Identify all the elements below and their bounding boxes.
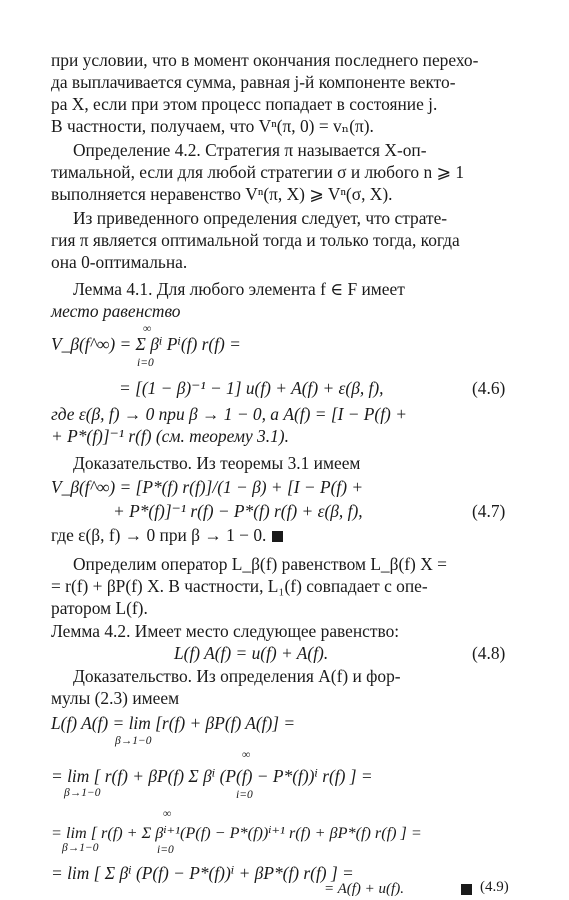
eq49-line-5: = A(f) + u(f).	[324, 881, 404, 897]
after47-line	[51, 524, 283, 546]
after47-text: где ε(β, f) → 0 при β → 1 − 0.	[51, 525, 267, 545]
eq46-sum-top: ∞	[143, 323, 152, 335]
eq47-number: (4.7)	[472, 501, 506, 521]
eq49-number: (4.9)	[480, 879, 509, 895]
definition-heading: Определение 4.2. Стратегия π называется X-оп-	[73, 140, 427, 160]
text-line-2: да выплачивается сумма, равная j-й компоненте векто-	[51, 72, 456, 92]
lemma-4-1-heading: Лемма 4.1. Для любого элемента f ∈ F имеет	[73, 279, 405, 299]
proof-2-line-1: Доказательство. Из определения A(f) и фор-	[73, 666, 401, 686]
operator-line-2: = r(f) + βP(f) X. В частности, L₁(f) совпадает с опе-	[51, 576, 428, 596]
eq46-number: (4.6)	[472, 378, 506, 398]
eq49-line-3: = lim [ r(f) + Σ βⁱ⁺¹(P(f) − P*(f))ⁱ⁺¹ r(f) + βP*(f) r(f) ] =	[51, 824, 422, 842]
eq49-sum-top-1: ∞	[242, 749, 251, 761]
operator-line-1: Определим оператор L_β(f) равенством L_β(f) X =	[73, 554, 447, 574]
qed-icon	[272, 531, 283, 542]
text-line-10: она 0-оптимальна.	[51, 252, 188, 272]
eq49-lim-sub-2: β→1−0	[64, 787, 101, 799]
text-line-8: Из приведенного определения следует, что страте-	[73, 208, 448, 228]
eq47-line-2: + P*(f)]⁻¹ r(f) − P*(f) r(f) + ε(β, f),	[113, 501, 363, 521]
operator-line-3: ратором L(f).	[51, 598, 148, 618]
eq49-sum-bottom-2: i=0	[157, 844, 174, 856]
text-line-3: ра X, если при этом процесс попадает в состояние j.	[51, 94, 438, 114]
eq48-number: (4.8)	[472, 643, 506, 663]
qed-icon-2	[461, 884, 472, 895]
eq46-line-2: = [(1 − β)⁻¹ − 1] u(f) + A(f) + ε(β, f),	[119, 378, 384, 398]
text-line-6: тимальной, если для любой стратегии σ и любого n ⩾ 1	[51, 162, 465, 182]
lemma-4-1-cont: место равенство	[51, 301, 181, 321]
eq49-lim-sub-3: β→1−0	[62, 842, 99, 854]
after46-line-2: + P*(f)]⁻¹ r(f) (см. теорему 3.1).	[51, 426, 289, 446]
eq46-sum-bottom: i=0	[137, 357, 154, 369]
eq49-line-1: L(f) A(f) = lim [r(f) + βP(f) A(f)] =	[51, 713, 296, 733]
text-line-4: В частности, получаем, что Vⁿ(π, 0) = vₙ(π).	[51, 116, 374, 136]
lemma-4-2-heading: Лемма 4.2. Имеет место следующее равенство:	[51, 621, 400, 641]
eq47-line-1: V_β(f^∞) = [P*(f) r(f)]/(1 − β) + [I − P(f) +	[51, 477, 364, 497]
eq49-sum-top-2: ∞	[163, 808, 172, 820]
eq48-body: L(f) A(f) = u(f) + A(f).	[174, 643, 329, 663]
text-line-7: выполняется неравенство Vⁿ(π, X) ⩾ Vⁿ(σ, X).	[51, 184, 393, 204]
text-line-9: гия π является оптимальной тогда и только тогда, когда	[51, 230, 460, 250]
eq46-line-1: V_β(f^∞) = Σ βⁱ Pⁱ(f) r(f) =	[51, 334, 241, 354]
proof-1-heading: Доказательство. Из теоремы 3.1 имеем	[73, 453, 361, 473]
eq49-line-2: = lim [ r(f) + βP(f) Σ βⁱ (P(f) − P*(f))ⁱ r(f) ] =	[51, 766, 373, 786]
eq49-line-4: = lim [ Σ βⁱ (P(f) − P*(f))ⁱ + βP*(f) r(f) ] =	[51, 863, 354, 883]
text-line-1: при условии, что в момент окончания последнего перехо-	[51, 50, 479, 70]
eq49-sum-bottom-1: i=0	[236, 789, 253, 801]
proof-2-line-2: мулы (2.3) имеем	[51, 688, 180, 708]
after46-line-1: где ε(β, f) → 0 при β → 1 − 0, а A(f) = [I − P(f) +	[51, 404, 407, 424]
eq49-lim-sub-1: β→1−0	[115, 735, 152, 747]
